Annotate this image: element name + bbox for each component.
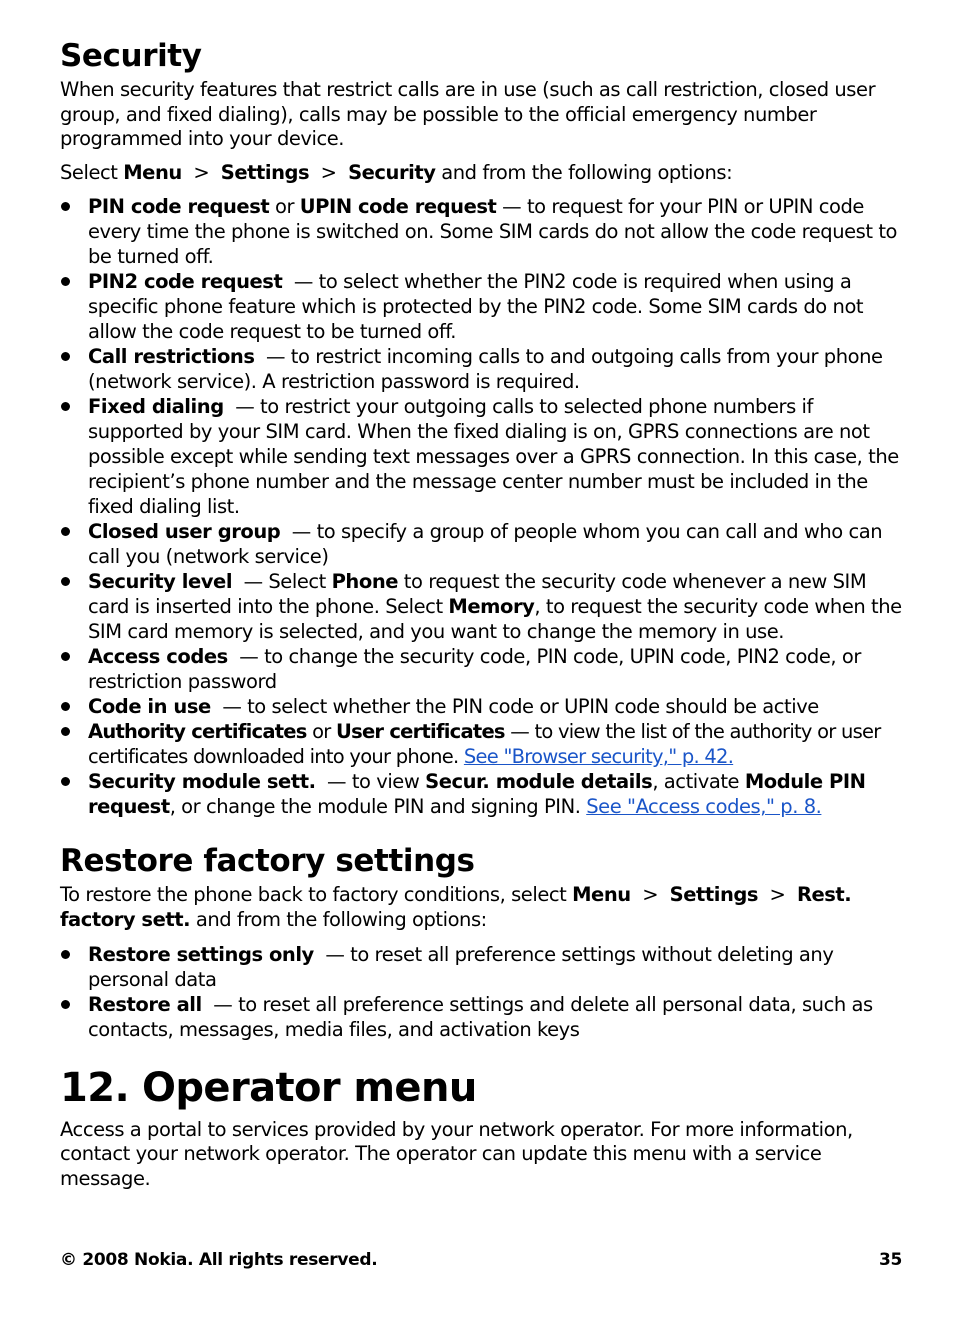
browser-security-link[interactable]: See "Browser security," p. 42. xyxy=(463,745,734,769)
page-number: 35 xyxy=(878,1250,902,1270)
page-content xyxy=(60,36,905,1200)
list-item: Fixed dialing — to restrict your outgoing calls to selected phone numbers if supported by your SIM card. When the fixed dialing is on, GPRS connections are not possible except while sending text messages over a GPRS connection. In this case, the recipient’s phone number and the message center number must be included in the fixed dialing list. xyxy=(60,394,905,519)
page-footer xyxy=(60,1250,902,1270)
section-heading-restore: Restore factory settings xyxy=(60,843,475,880)
list-item: Call restrictions — to restrict incoming calls to and outgoing calls from your phone (network service). A restriction password is required. xyxy=(60,344,905,394)
chapter-heading xyxy=(60,1064,905,1112)
access-codes-link[interactable]: See "Access codes," p. 8. xyxy=(586,795,822,819)
restore-intro: To restore the phone back to factory conditions, select Menu > Settings > Rest. factory sett. and from the following options: xyxy=(60,883,852,931)
chapter-number: 12. xyxy=(60,1064,130,1111)
list-item: Closed user group — to specify a group of people whom you can call and who can call you (network service) xyxy=(60,519,905,569)
list-item: PIN2 code request — to select whether the PIN2 code is required when using a specific phone feature which is protected by the PIN2 code. Some SIM cards do not allow the code request to be turned off. xyxy=(60,269,905,344)
menu-path-security: Security xyxy=(348,160,436,184)
security-intro: When security features that restrict calls are in use (such as call restriction, closed user group, and fixed dialing), calls may be possible to the official emergency number programmed into your device. xyxy=(60,78,876,151)
list-item: PIN code request or UPIN code request — to request for your PIN or UPIN code every time the phone is switched on. Some SIM cards do not allow the code request to be turned off. xyxy=(60,194,905,269)
list-item: Security module sett. — to view Secur. module details, activate Module PIN request, or change the module PIN and signing PIN. See "Access codes," p. 8. xyxy=(60,769,905,819)
menu-path-menu: Menu xyxy=(123,160,182,184)
list-item: Restore all — to reset all preference settings and delete all personal data, such as contacts, messages, media files, and activation keys xyxy=(60,992,905,1042)
security-menu-path: Select Menu > Settings > Security and from the following options: xyxy=(60,160,733,184)
operator-text: Access a portal to services provided by your network operator. For more information, contact your network operator. The operator can update this menu with a service message. xyxy=(60,1117,853,1190)
copyright: © 2008 Nokia. All rights reserved. xyxy=(60,1250,378,1270)
list-item: Authority certificates or User certificates — to view the list of the authority or user certificates downloaded into your phone. See "Browser security," p. 42. xyxy=(60,719,905,769)
list-item: Security level — Select Phone to request the security code whenever a new SIM card is inserted into the phone. Select Memory, to request the security code when the SIM card memory is selected, and you want to change the memory in use. xyxy=(60,569,905,644)
security-options-list xyxy=(60,194,905,819)
section-heading-security: Security xyxy=(60,38,202,74)
list-item: Code in use — to select whether the PIN code or UPIN code should be active xyxy=(60,694,905,719)
restore-options-list xyxy=(60,942,905,1042)
list-item: Restore settings only — to reset all preference settings without deleting any personal data xyxy=(60,942,905,992)
chapter-title: Operator menu xyxy=(142,1064,477,1111)
menu-path-settings: Settings xyxy=(220,160,310,184)
list-item: Access codes — to change the security code, PIN code, UPIN code, PIN2 code, or restriction password xyxy=(60,644,905,694)
